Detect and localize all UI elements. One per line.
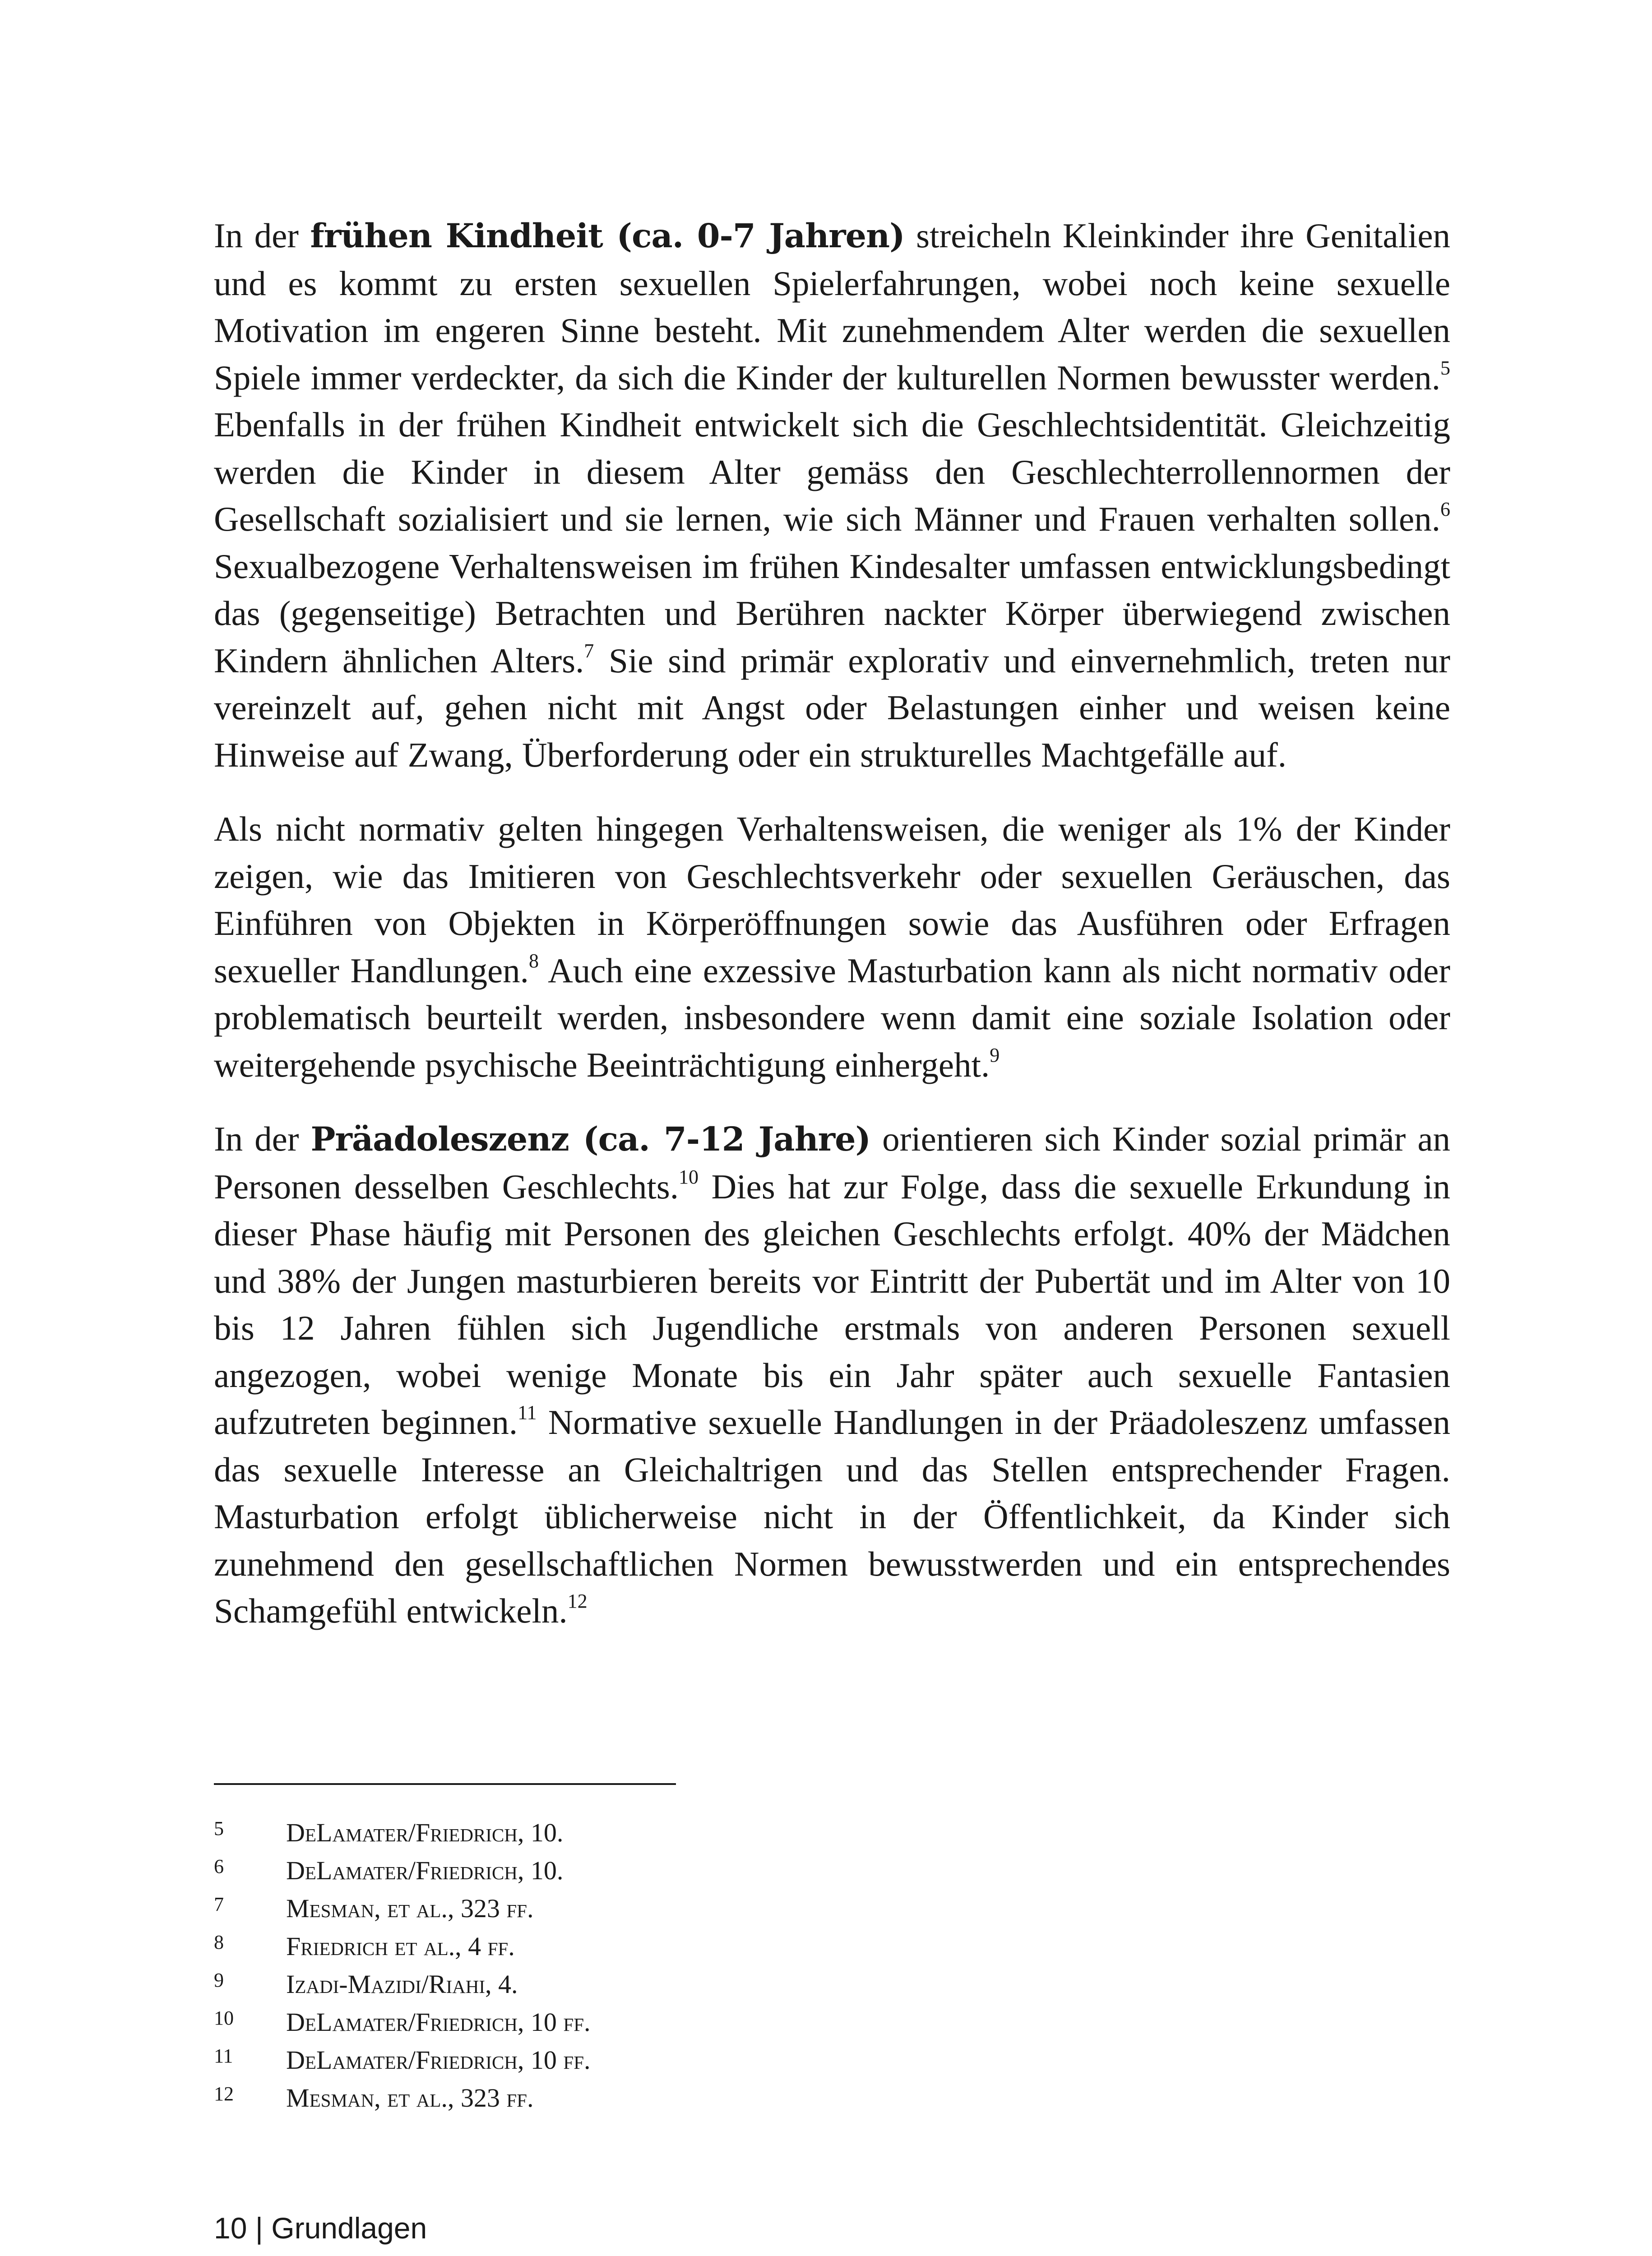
- footnote-reference: 9: [990, 1044, 1000, 1066]
- text-run: Sie sind primär explorativ und einvernehmlich, treten nur vereinzelt auf, gehen nicht mit Angst oder Belastungen einher und weisen keine Hinweise auf Zwang, Überforderung oder ein strukturelles Machtgefälle auf.: [214, 641, 1450, 774]
- paragraph-non-normative: [214, 805, 1450, 1088]
- footnote-item: [214, 1965, 936, 2003]
- body-text: [214, 212, 1450, 1662]
- paragraph-early-childhood: [214, 212, 1450, 778]
- footnote-item: [214, 2041, 936, 2079]
- footnote-reference: 5: [1440, 356, 1450, 379]
- footnote-text: DeLamater/Friedrich, 10.: [286, 1856, 564, 1885]
- footnote-item: [214, 1814, 936, 1852]
- footnote-number: 5: [214, 1817, 224, 1840]
- footnote-item: [214, 1890, 936, 1928]
- footnote-text: Mesman, et al., 323 ff.: [286, 2083, 534, 2113]
- footnote-number: 7: [214, 1893, 224, 1915]
- text-run: Sexualbezogene Verhaltensweisen im frühen Kindesalter umfassen entwicklungsbedingt das (gegenseitige) Betrachten und Berühren nackter Körper überwiegend zwischen Kindern ähnlichen Alters.: [214, 546, 1450, 680]
- footnote-number: 11: [214, 2045, 233, 2067]
- text-run: Normative sexuelle Handlungen in der Präadoleszenz umfassen das sexuelle Interesse an Gleichaltrigen und das Stellen entsprechender Fragen. Masturbation erfolgt üblicherweise nicht in der Öffentlichkeit, da Kinder sich zunehmend den gesellschaftlichen Normen bewusstwerden und ein entsprechendes Schamgefühl entwickeln.: [214, 1403, 1450, 1630]
- footnote-text: DeLamater/Friedrich, 10.: [286, 1818, 564, 1847]
- footnote-number: 10: [214, 2007, 234, 2029]
- bold-term: frühen Kindheit (ca. 0-7 Jahren): [310, 217, 905, 255]
- footnote-reference: 8: [528, 949, 539, 972]
- footnote-text: DeLamater/Friedrich, 10 ff.: [286, 2007, 591, 2037]
- footnote-reference: 10: [678, 1165, 699, 1188]
- text-run: streicheln Kleinkinder ihre Genitalien und es kommt zu ersten sexuellen Spielerfahrungen, wobei noch keine sexuelle Motivation im engeren Sinne besteht. Mit zunehmendem Alter werden die sexuellen Spiele immer verdeckter, da sich die Kinder der kulturellen Normen bewusster werden.: [214, 216, 1450, 397]
- footnote-number: 8: [214, 1931, 224, 1953]
- footnote-text: Mesman, et al., 323 ff.: [286, 1894, 534, 1923]
- footnote-reference: 7: [584, 639, 594, 662]
- text-run: Auch eine exzessive Masturbation kann als nicht normativ oder problematisch beurteilt werden, insbesondere wenn damit eine soziale Isolation oder weitergehende psychische Beeinträchtigung einhergeht.: [214, 951, 1450, 1084]
- footnote-item: [214, 1852, 936, 1890]
- footnote-reference: 6: [1440, 498, 1450, 521]
- footnotes-list: [214, 1814, 936, 2117]
- footnote-number: 12: [214, 2083, 234, 2105]
- text-run: Dies hat zur Folge, dass die sexuelle Erkundung in dieser Phase häufig mit Personen des gleichen Geschlechts erfolgt. 40% der Mädchen und 38% der Jungen masturbieren bereits vor Eintritt der Pubertät und im Alter von 10 bis 12 Jahren fühlen sich Jugendliche erstmals von anderen Personen sexuell angezogen, wobei wenige Monate bis ein Jahr später auch sexuelle Fantasien aufzutreten beginnen.: [214, 1167, 1450, 1442]
- footnote-text: Friedrich et al., 4 ff.: [286, 1932, 515, 1961]
- footnote-item: [214, 1928, 936, 1965]
- section-title: Grundlagen: [271, 2211, 427, 2245]
- footnote-text: DeLamater/Friedrich, 10 ff.: [286, 2045, 591, 2075]
- text-run: In der: [214, 216, 310, 255]
- bold-term: Präadoleszenz (ca. 7-12 Jahre): [310, 1120, 871, 1159]
- text-run: Als nicht normativ gelten hingegen Verhaltensweisen, die weniger als 1% der Kinder zeigen, wie das Imitieren von Geschlechtsverkehr oder sexuellen Geräuschen, das Einführen von Objekten in Körperöffnungen sowie das Ausführen oder Erfragen sexueller Handlungen.: [214, 809, 1450, 990]
- footnote-text: Izadi-Mazidi/Riahi, 4.: [286, 1969, 518, 1999]
- footnote-item: [214, 2079, 936, 2117]
- footnote-separator: [214, 1783, 676, 1785]
- footnote-number: 6: [214, 1855, 224, 1877]
- text-run: In der: [214, 1119, 311, 1158]
- text-run: orientieren sich Kinder sozial primär an Personen desselben Geschlechts.: [214, 1119, 1450, 1206]
- footer-separator: |: [255, 2211, 263, 2245]
- footnote-number: 9: [214, 1969, 224, 1991]
- footnote-reference: 11: [518, 1401, 537, 1424]
- text-run: Ebenfalls in der frühen Kindheit entwickelt sich die Geschlechtsidentität. Gleichzeitig werden die Kinder in diesem Alter gemäss den Geschlechterrollennormen der Gesellschaft sozialisiert und sie lernen, wie sich Männer und Frauen verhalten sollen.: [214, 405, 1450, 538]
- page-footer: [214, 2211, 427, 2245]
- footnote-item: [214, 2003, 936, 2041]
- page-number: 10: [214, 2211, 247, 2245]
- footnote-reference: 12: [567, 1590, 588, 1613]
- paragraph-preadolescence: [214, 1115, 1450, 1635]
